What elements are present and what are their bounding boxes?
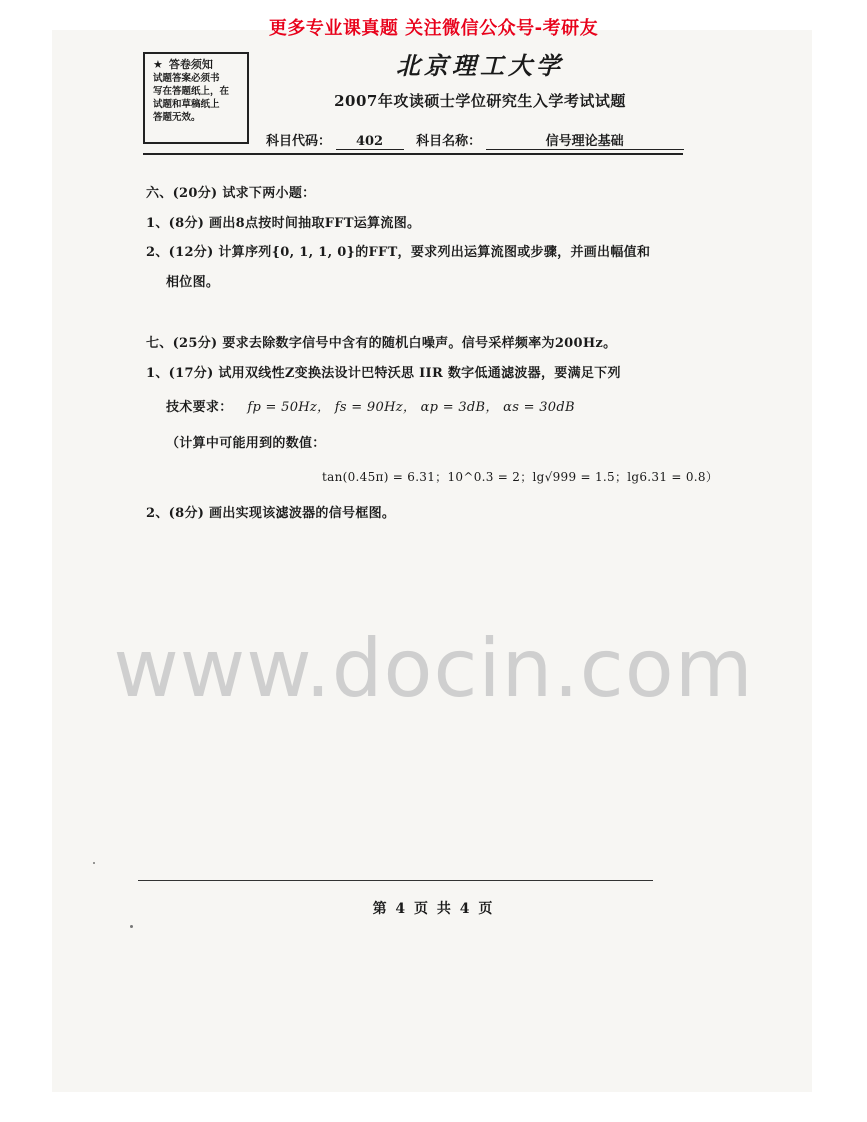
question-7-heading: 七、(25分) 要求去除数字信号中含有的随机白噪声。信号采样频率为200Hz。 xyxy=(146,336,617,351)
notice-line: 试题和草稿纸上 xyxy=(153,99,220,110)
question-7-note: （计算中可能用到的数值： xyxy=(166,436,326,451)
star-icon: ★ xyxy=(153,58,163,71)
notice-line: 答题无效。 xyxy=(153,112,201,123)
subject-row xyxy=(266,130,684,150)
subject-code: 402 xyxy=(336,134,404,150)
question-6-part-2-cont: 相位图。 xyxy=(166,275,220,290)
footer-divider xyxy=(138,880,653,881)
question-7-part-2: 2、(8分) 画出实现该滤波器的信号框图。 xyxy=(146,506,396,521)
question-6-part-1: 1、(8分) 画出8点按时间抽取FFT运算流图。 xyxy=(146,216,421,231)
university-name: 北京理工大学 xyxy=(396,51,564,80)
subject-name: 信号理论基础 xyxy=(486,130,684,150)
question-7-spec-row xyxy=(166,396,575,415)
exam-title: 2007年攻读硕士学位研究生入学考试试题 xyxy=(334,92,626,110)
question-6-heading: 六、(20分) 试求下两小题： xyxy=(146,186,316,201)
spec-label: 技术要求： xyxy=(166,400,233,415)
header-divider xyxy=(143,153,683,155)
notice-line: 试题答案必须书 xyxy=(153,73,220,84)
watermark: www.docin.com xyxy=(113,622,754,715)
question-7-part-1: 1、(17分) 试用双线性Z变换法设计巴特沃思 IIR 数字低通滤波器，要满足下列 xyxy=(146,366,621,381)
question-6-part-2: 2、(12分) 计算序列{0, 1, 1, 0}的FFT，要求列出运算流图或步骤，并画出幅值和 xyxy=(146,245,651,260)
scan-speck xyxy=(130,925,133,928)
scan-speck xyxy=(93,862,95,864)
notice-title: ★ 答卷须知 xyxy=(153,58,213,71)
spec-values: fp = 50Hz， fs = 90Hz， αp = 3dB， αs = 30dB xyxy=(247,400,575,415)
question-7-formula: tan(0.45π) = 6.31；10^0.3 = 2；lg√999 = 1.5；lg6.31 = 0.8） xyxy=(322,470,719,484)
promo-banner: 更多专业课真题 关注微信公众号-考研友 xyxy=(268,18,599,39)
page-number: 第 4 页 共 4 页 xyxy=(372,901,495,917)
subject-name-label: 科目名称： xyxy=(416,134,482,149)
answer-notice-box xyxy=(143,52,249,144)
subject-code-label: 科目代码： xyxy=(266,134,332,149)
notice-line: 写在答题纸上，在 xyxy=(153,86,230,97)
